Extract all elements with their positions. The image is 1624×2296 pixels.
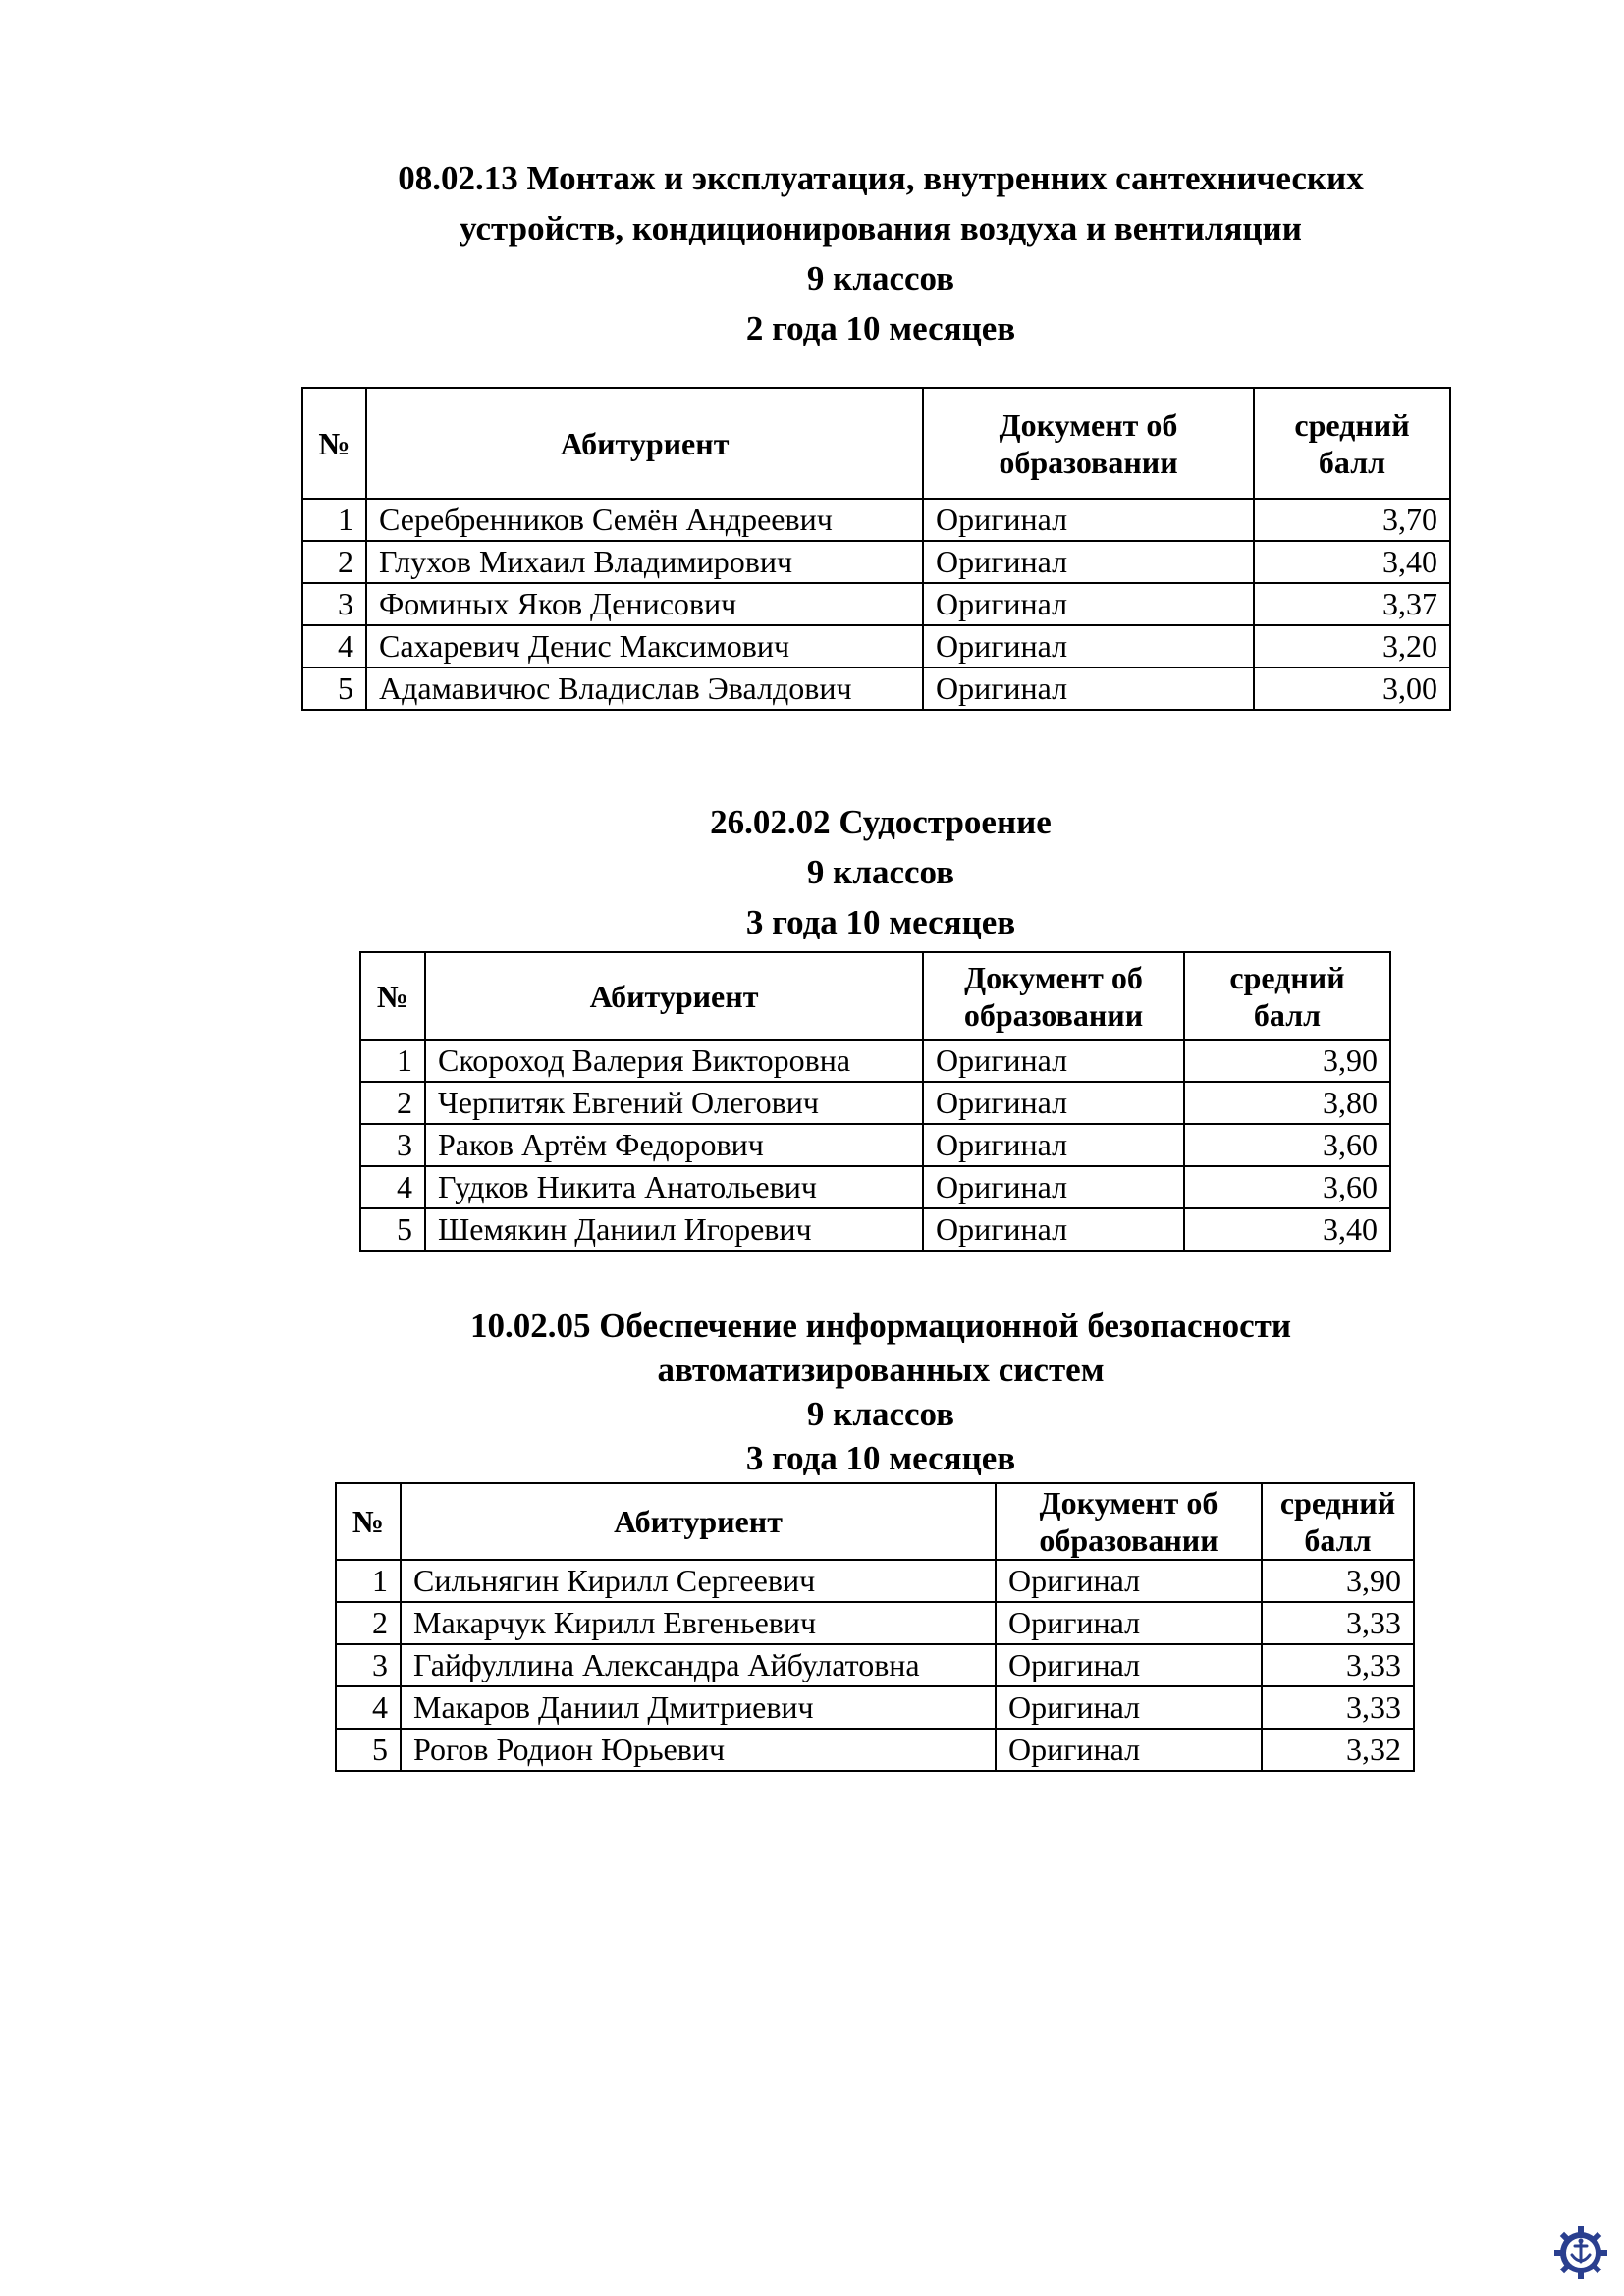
row-number: 2 (336, 1602, 401, 1644)
table-row (360, 1208, 1390, 1251)
col-score-header: средний балл (1184, 952, 1390, 1040)
applicant-name: Рогов Родион Юрьевич (401, 1729, 996, 1771)
row-number: 5 (336, 1729, 401, 1771)
col-num-header: № (302, 388, 366, 499)
average-score: 3,37 (1254, 583, 1450, 625)
table-row (336, 1602, 1414, 1644)
row-number: 4 (336, 1686, 401, 1729)
section-3-title: 10.02.05 Обеспечение информационной безопасности (469, 1307, 1292, 1345)
row-number: 5 (302, 667, 366, 710)
average-score: 3,33 (1262, 1644, 1414, 1686)
table-row (336, 1686, 1414, 1729)
table-row (360, 1082, 1390, 1124)
average-score: 3,60 (1184, 1166, 1390, 1208)
applicant-name: Раков Артём Федорович (425, 1124, 923, 1166)
average-score: 3,80 (1184, 1082, 1390, 1124)
applicant-name: Скороход Валерия Викторовна (425, 1040, 923, 1082)
row-number: 2 (360, 1082, 425, 1124)
table-row (302, 499, 1450, 541)
table-row (360, 1124, 1390, 1166)
document-status: Оригинал (996, 1602, 1262, 1644)
section-3-heading (321, 1304, 1440, 1480)
table-header-row (360, 952, 1390, 1040)
row-number: 4 (302, 625, 366, 667)
applicant-name: Сильнягин Кирилл Сергеевич (401, 1560, 996, 1602)
table-header-row (336, 1483, 1414, 1560)
row-number: 4 (360, 1166, 425, 1208)
average-score: 3,40 (1254, 541, 1450, 583)
document-status: Оригинал (923, 1082, 1184, 1124)
document-status: Оригинал (923, 1124, 1184, 1166)
applicant-name: Адамавичюс Владислав Эвалдович (366, 667, 923, 710)
section-1-table (301, 387, 1451, 711)
col-score-header: средний балл (1254, 388, 1450, 499)
average-score: 3,60 (1184, 1124, 1390, 1166)
average-score: 3,90 (1262, 1560, 1414, 1602)
average-score: 3,33 (1262, 1686, 1414, 1729)
average-score: 3,40 (1184, 1208, 1390, 1251)
applicant-name: Гудков Никита Анатольевич (425, 1166, 923, 1208)
document-status: Оригинал (923, 625, 1254, 667)
row-number: 3 (336, 1644, 401, 1686)
col-num-header: № (336, 1483, 401, 1560)
document-status: Оригинал (996, 1644, 1262, 1686)
row-number: 3 (360, 1124, 425, 1166)
applicant-name: Черпитяк Евгений Олегович (425, 1082, 923, 1124)
document-status: Оригинал (923, 583, 1254, 625)
gear-anchor-emblem-icon (1553, 2225, 1608, 2280)
section-1-duration: 2 года 10 месяцев (745, 309, 1016, 347)
document-status: Оригинал (923, 1166, 1184, 1208)
applicant-name: Шемякин Даниил Игоревич (425, 1208, 923, 1251)
table-row (302, 667, 1450, 710)
applicant-name: Серебренников Семён Андреевич (366, 499, 923, 541)
average-score: 3,90 (1184, 1040, 1390, 1082)
section-1-grade: 9 классов (806, 259, 955, 297)
col-document-header: Документ об образовании (996, 1483, 1262, 1560)
table-row (302, 625, 1450, 667)
table-row (336, 1644, 1414, 1686)
col-applicant-header: Абитуриент (425, 952, 923, 1040)
row-number: 1 (302, 499, 366, 541)
section-3-grade: 9 классов (806, 1395, 955, 1433)
table-row (360, 1166, 1390, 1208)
section-3-table (335, 1482, 1415, 1772)
row-number: 2 (302, 541, 366, 583)
section-1-title-cont: устройств, кондиционирования воздуха и вентиляции (460, 209, 1302, 247)
applicant-name: Гайфуллина Александра Айбулатовна (401, 1644, 996, 1686)
section-2-heading (616, 797, 1146, 947)
applicant-name: Глухов Михаил Владимирович (366, 541, 923, 583)
applicant-name: Фоминых Яков Денисович (366, 583, 923, 625)
document-status: Оригинал (996, 1729, 1262, 1771)
col-document-header: Документ об образовании (923, 952, 1184, 1040)
section-2-table (359, 951, 1391, 1252)
section-2-grade: 9 классов (806, 853, 955, 891)
average-score: 3,33 (1262, 1602, 1414, 1644)
average-score: 3,70 (1254, 499, 1450, 541)
table-row (360, 1040, 1390, 1082)
document-status: Оригинал (996, 1686, 1262, 1729)
document-status: Оригинал (923, 1208, 1184, 1251)
table-row (302, 583, 1450, 625)
row-number: 1 (336, 1560, 401, 1602)
table-row (302, 541, 1450, 583)
row-number: 3 (302, 583, 366, 625)
applicant-name: Сахаревич Денис Максимович (366, 625, 923, 667)
average-score: 3,20 (1254, 625, 1450, 667)
section-2-duration: 3 года 10 месяцев (745, 903, 1016, 941)
section-2-title: 26.02.02 Судостроение (710, 803, 1052, 841)
document-status: Оригинал (996, 1560, 1262, 1602)
document-status: Оригинал (923, 541, 1254, 583)
row-number: 5 (360, 1208, 425, 1251)
average-score: 3,32 (1262, 1729, 1414, 1771)
applicant-name: Макарчук Кирилл Евгеньевич (401, 1602, 996, 1644)
row-number: 1 (360, 1040, 425, 1082)
section-1-title: 08.02.13 Монтаж и эксплуатация, внутренних сантехнических (398, 159, 1364, 197)
section-1-heading (321, 153, 1440, 353)
table-row (336, 1560, 1414, 1602)
col-score-header: средний балл (1262, 1483, 1414, 1560)
col-document-header: Документ об образовании (923, 388, 1254, 499)
section-3-title-cont: автоматизированных систем (657, 1351, 1105, 1389)
applicant-name: Макаров Даниил Дмитриевич (401, 1686, 996, 1729)
table-header-row (302, 388, 1450, 499)
average-score: 3,00 (1254, 667, 1450, 710)
document-status: Оригинал (923, 1040, 1184, 1082)
col-applicant-header: Абитуриент (366, 388, 923, 499)
col-applicant-header: Абитуриент (401, 1483, 996, 1560)
document-status: Оригинал (923, 667, 1254, 710)
section-3-duration: 3 года 10 месяцев (745, 1439, 1016, 1477)
table-row (336, 1729, 1414, 1771)
document-status: Оригинал (923, 499, 1254, 541)
col-num-header: № (360, 952, 425, 1040)
